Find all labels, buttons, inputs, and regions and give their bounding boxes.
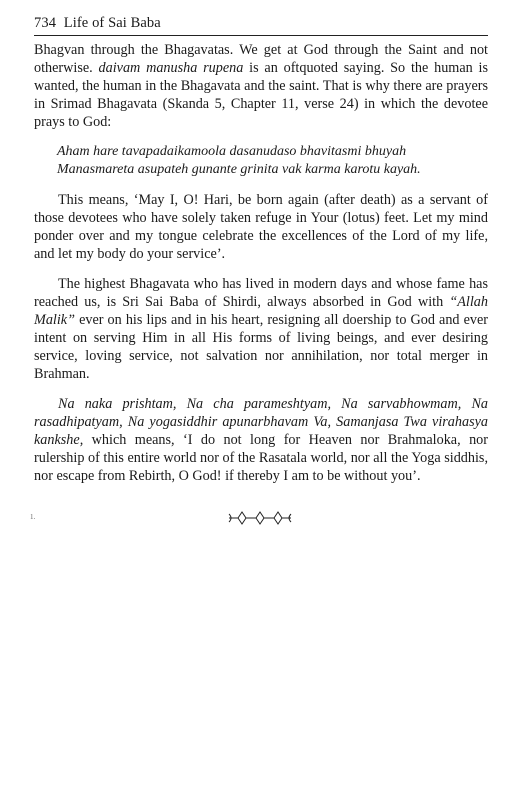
paragraph-4-sanskrit-quote: Na naka prishtam, Na cha parameshtyam, Na sarvabhowmam, Na rasadhipatyam, Na yogasiddhir apunarbhavam Va, Samanjasa Twa virahasya kankshe,: [34, 396, 488, 448]
book-page: [34, 14, 488, 485]
paragraph-1-text-b: is an oftquoted saying. So the human is wanted, the human in the Bhagavata and the saint. That is why there are prayers in Srimad Bhagavata (Skanda 5, Chapter 11, verse 24) in which the devotee prays to God:: [34, 60, 488, 130]
paragraph-3-quote: “Allah Malik”: [34, 294, 488, 328]
margin-mark: 1.: [30, 513, 36, 521]
page-number: 734: [34, 15, 57, 31]
running-header: [34, 14, 488, 36]
fleuron-ornament-icon: [228, 510, 292, 526]
paragraph-2: This means, ‘May I, O! Hari, be born again (after death) as a servant of those devotees who have solely taken refuge in Your (lotus) feet. Let my mind ponder over and my tongue celebrate the excellences of the Lord of my life, and let my body do your service’.: [34, 192, 488, 262]
verse-line-1: Aham hare tavapadaikamoola dasanudaso bhavitasmi bhuyah: [57, 144, 407, 159]
sanskrit-verse: [57, 143, 488, 179]
paragraph-4-text: which means, ‘I do not long for Heaven nor Brahmaloka, nor rulership of this entire world nor of the Rasatala world, nor all the Yoga siddhis, nor escape from Rebirth, O God! if thereby I am to be without you’.: [34, 432, 488, 484]
paragraph-3: [34, 275, 488, 383]
verse-line-2: Manasmareta asupateh gunante grinita vak karma karotu kayah.: [57, 162, 421, 177]
paragraph-3-text-a: The highest Bhagavata who has lived in modern days and whose fame has reached us, is Sri Sai Baba of Shirdi, always absorbed in God with: [34, 276, 488, 310]
paragraph-1: [34, 41, 488, 131]
paragraph-1-text-a: Bhagvan through the Bhagavatas. We get at God through the Saint and not otherwise.: [34, 42, 488, 76]
paragraph-3-text-b: ever on his lips and in his heart, resigning all doership to God and ever intent on serving Him in all His forms of living beings, and ever desiring service, loving service, not salvation nor annihilation, nor total merger in Brahman.: [34, 312, 488, 382]
paragraph-4: [34, 395, 488, 485]
paragraph-1-sanskrit-quote: daivam manusha rupena: [98, 60, 244, 76]
running-title: Life of Sai Baba: [63, 15, 161, 31]
